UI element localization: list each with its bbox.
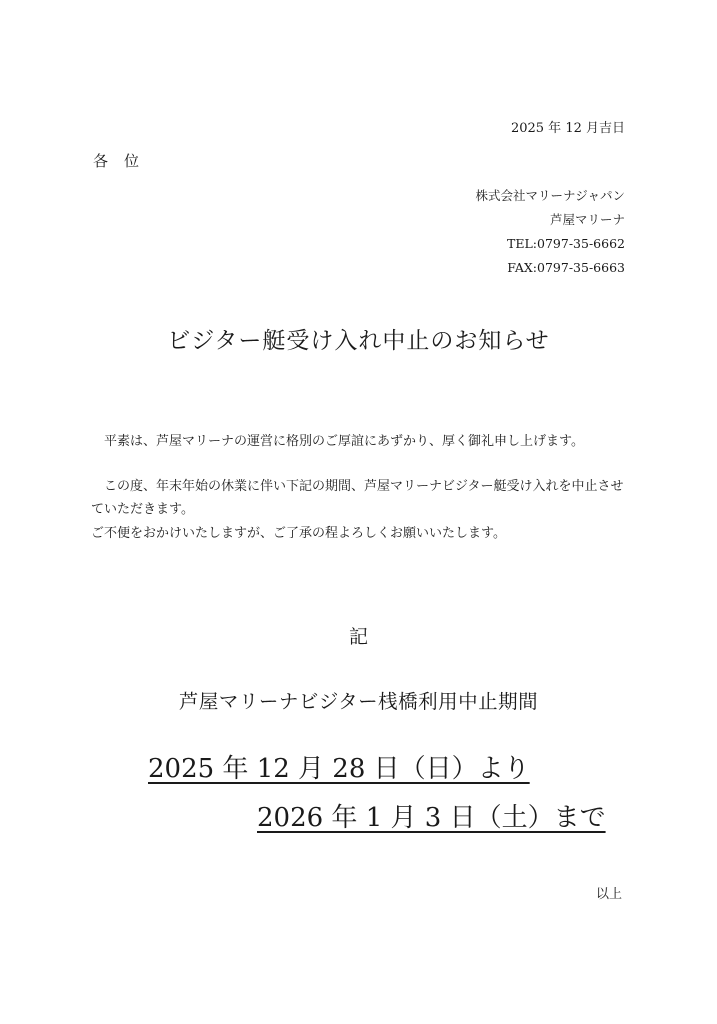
notice-subject: 芦屋マリーナビジター桟橋利用中止期間 — [178, 690, 539, 713]
body-text — [91, 430, 631, 566]
greeting-paragraph: 平素は、芦屋マリーナの運営に格別のご厚誼にあずかり、厚く御礼申し上げます。 — [104, 434, 584, 449]
issue-date: 2025 年 12 月吉日 — [510, 121, 625, 136]
addressee: 各位 — [93, 152, 156, 170]
sender-company: 株式会社マリーナジャパン — [475, 188, 625, 203]
announcement-paragraph: この度、年末年始の休業に伴い下記の期間、芦屋マリーナビジター艇受け入れを中止させていただきます。 — [91, 478, 624, 517]
period-start: 2025 年 12 月 28 日（日）より — [148, 754, 530, 784]
sender-fax: FAX:0797-35-6663 — [507, 260, 625, 275]
document-title: ビジター艇受け入れ中止のお知らせ — [167, 328, 550, 354]
sender-branch: 芦屋マリーナ — [549, 212, 625, 227]
closing-text: 以上 — [595, 887, 622, 902]
sender-tel: TEL:0797-35-6662 — [507, 236, 625, 251]
period-end: 2026 年 1 月 3 日（土）まで — [257, 803, 606, 833]
ki-heading: 記 — [348, 626, 368, 648]
apology-paragraph: ご不便をおかけいたしますが、ご了承の程よろしくお願いいたします。 — [91, 525, 506, 541]
sender-block — [475, 184, 625, 280]
